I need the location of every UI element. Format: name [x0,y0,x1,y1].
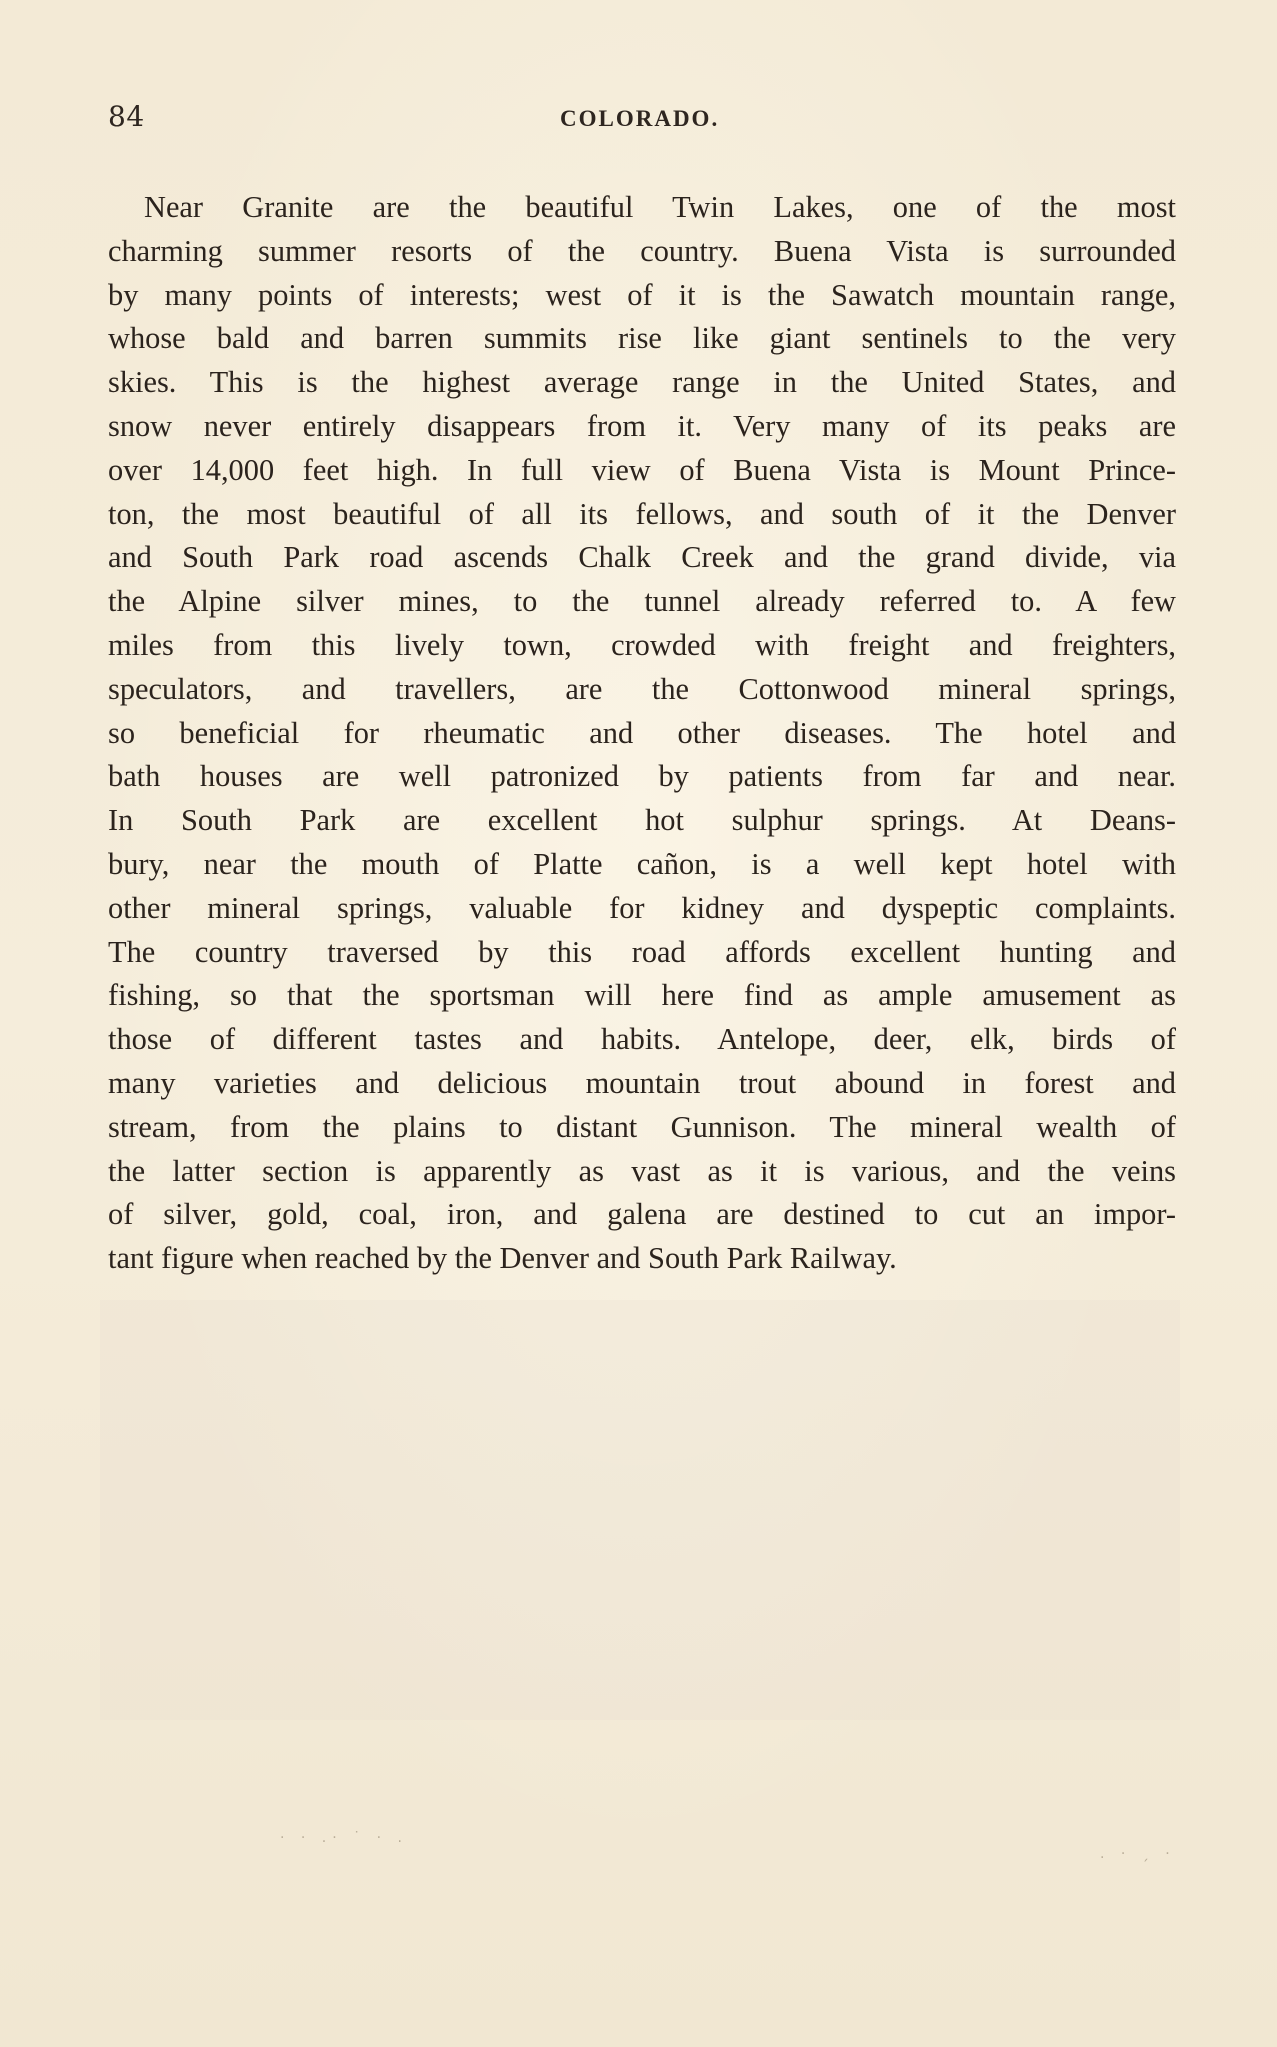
text-line: bury, near the mouth of Platte cañon, is a well kept hotel with [108,846,1176,881]
body-paragraph [108,186,1176,1281]
header-title: COLORADO. [560,106,720,131]
text-line: stream, from the plains to distant Gunnison. The mineral wealth of [108,1109,1176,1144]
paper-specks: . · ˏ · [1100,1846,1176,1862]
text-line: of silver, gold, coal, iron, and galena are destined to cut an impor- [108,1197,1176,1232]
text-line: ton, the most beautiful of all its fellows, and south of it the Denver [108,496,1176,531]
text-line: speculators, and travellers, are the Cottonwood mineral springs, [108,671,1176,706]
text-line: charming summer resorts of the country. Buena Vista is surrounded [108,233,1176,268]
show-through-shadow [100,1300,1180,1720]
text-line: other mineral springs, valuable for kidney and dyspeptic complaints. [108,890,1176,925]
text-line: The country traversed by this road affords excellent hunting and [108,934,1176,969]
text-line: over 14,000 feet high. In full view of Buena Vista is Mount Prince- [108,452,1176,487]
running-head [108,96,1178,140]
text-line: whose bald and barren summits rise like giant sentinels to the very [108,321,1176,356]
text-line: many varieties and delicious mountain trout abound in forest and [108,1065,1176,1100]
text-line: snow never entirely disappears from it. Very many of its peaks are [108,408,1176,443]
text-line: fishing, so that the sportsman will here find as ample amusement as [108,978,1176,1013]
text-line: the latter section is apparently as vast as it is various, and the veins [108,1153,1176,1188]
text-line: bath houses are well patronized by patients from far and near. [108,759,1176,794]
text-line: and South Park road ascends Chalk Creek and the grand divide, via [108,540,1176,575]
text-line: those of different tastes and habits. Antelope, deer, elk, birds of [108,1022,1176,1057]
paper-specks: · · .· ˙ · . [280,1830,408,1846]
text-line: In South Park are excellent hot sulphur springs. At Deans- [108,803,1176,838]
text-line: Near Granite are the beautiful Twin Lakes, one of the most [144,190,1176,224]
text-line: skies. This is the highest average range in the United States, and [108,365,1176,400]
text-line: by many points of interests; west of it is the Sawatch mountain range, [108,277,1176,312]
text-line: tant figure when reached by the Denver and South Park Railway. [108,1241,897,1276]
text-line: so beneficial for rheumatic and other diseases. The hotel and [108,715,1176,750]
text-line: miles from this lively town, crowded with freight and freighters, [108,627,1176,662]
page-number: 84 [108,100,145,133]
text-line: the Alpine silver mines, to the tunnel already referred to. A few [108,584,1176,619]
